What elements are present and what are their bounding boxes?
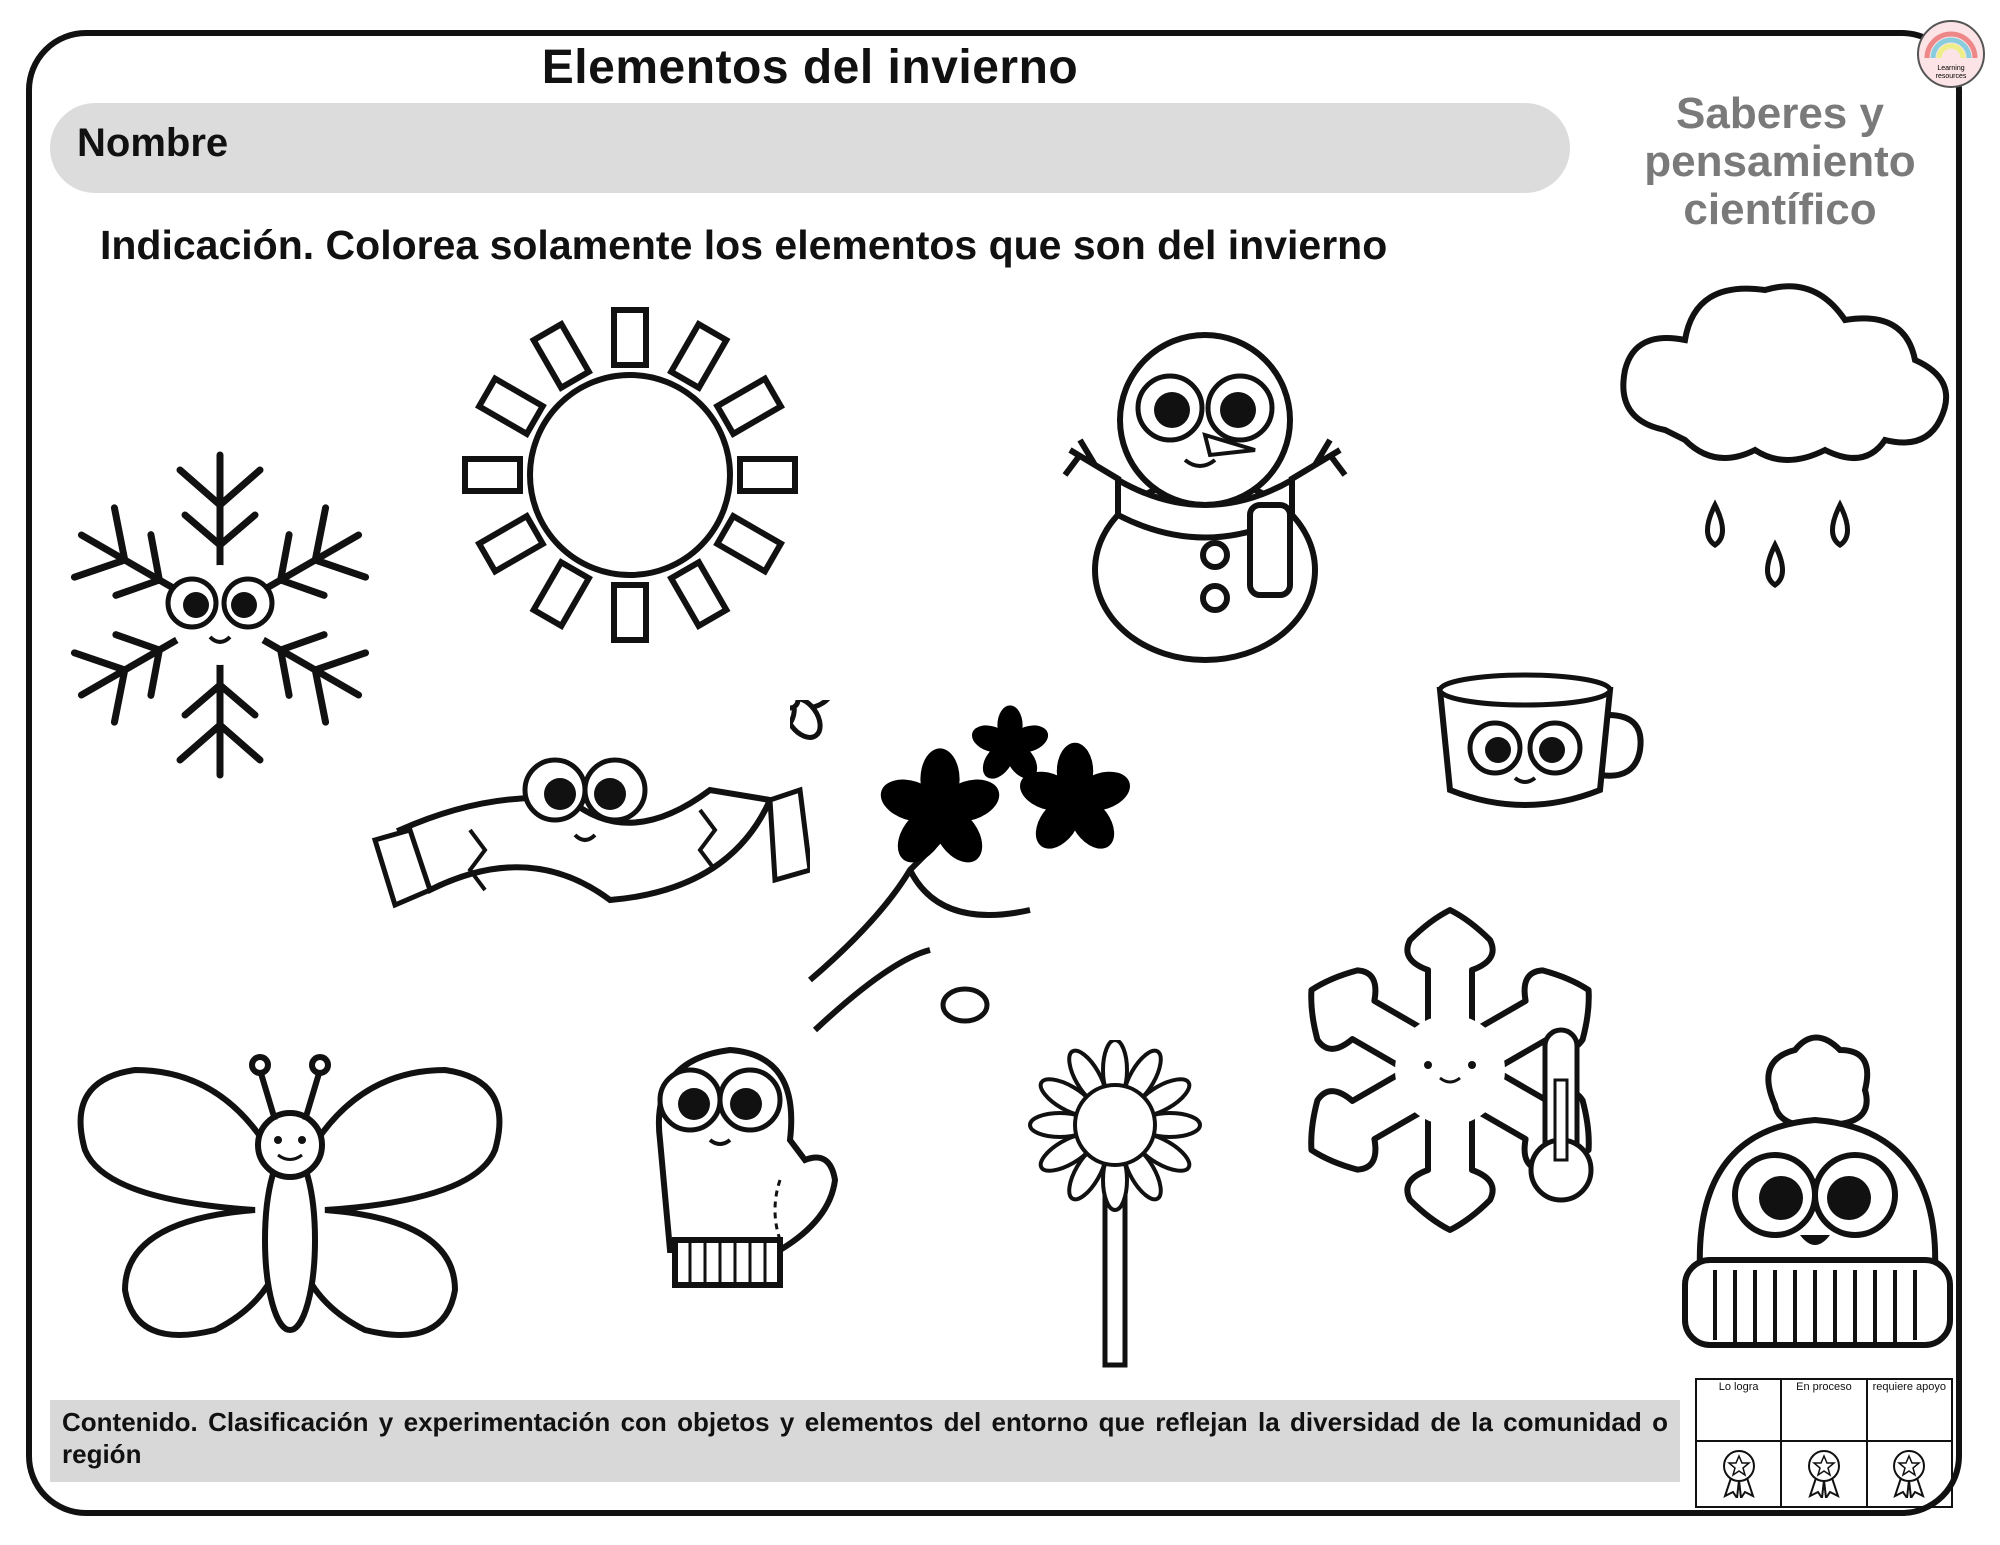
eval-cell-in-progress[interactable] (1781, 1441, 1866, 1507)
snowflake-illustration[interactable] (55, 440, 385, 790)
instruction-text: Indicación. Colorea solamente los elementos que son del invierno (100, 222, 1388, 268)
winter-hat-illustration[interactable] (1675, 1030, 1960, 1360)
snowman-illustration[interactable] (1040, 330, 1370, 670)
eval-cell-achieved[interactable] (1696, 1441, 1781, 1507)
sun-illustration[interactable] (460, 300, 800, 650)
content-text: Contenido. Clasificación y experimentación con objetos y elementos del entorno que reflejan la diversidad de la comunidad o región (62, 1407, 1668, 1469)
eval-header-needs-support: requiere apoyo (1867, 1379, 1952, 1441)
rain-cloud-illustration[interactable] (1605, 270, 1965, 605)
eval-header-achieved: Lo logra (1696, 1379, 1781, 1441)
logo-text-1: Learning (1937, 65, 1965, 72)
name-label: Nombre (77, 121, 229, 165)
evaluation-table (1695, 1378, 1953, 1508)
medal-icon (1719, 1448, 1759, 1498)
content-bar (50, 1400, 1680, 1482)
subject-line-3: científico (1683, 185, 1877, 234)
sunflower-illustration[interactable] (1025, 1040, 1205, 1370)
subject-area (1600, 90, 1960, 234)
name-field[interactable] (50, 103, 1570, 193)
worksheet-title: Elementos del invierno (541, 41, 1079, 94)
medal-icon (1889, 1448, 1929, 1498)
medal-icon (1804, 1448, 1844, 1498)
hot-cocoa-mug-illustration[interactable] (1430, 660, 1650, 820)
eval-cell-needs-support[interactable] (1867, 1441, 1952, 1507)
eval-header-in-progress: En proceso (1781, 1379, 1866, 1441)
scarf-illustration[interactable] (370, 730, 810, 940)
butterfly-illustration[interactable] (65, 1040, 515, 1360)
learning-resources-logo (1915, 18, 1987, 90)
flower-branch-illustration[interactable] (790, 700, 1140, 1040)
logo-text-2: resources (1935, 73, 1967, 80)
subject-line-2: pensamiento (1644, 137, 1916, 186)
subject-line-1: Saberes y (1676, 89, 1884, 138)
snowflake-thermometer-illustration[interactable] (1295, 900, 1605, 1240)
mitten-illustration[interactable] (630, 1040, 845, 1290)
